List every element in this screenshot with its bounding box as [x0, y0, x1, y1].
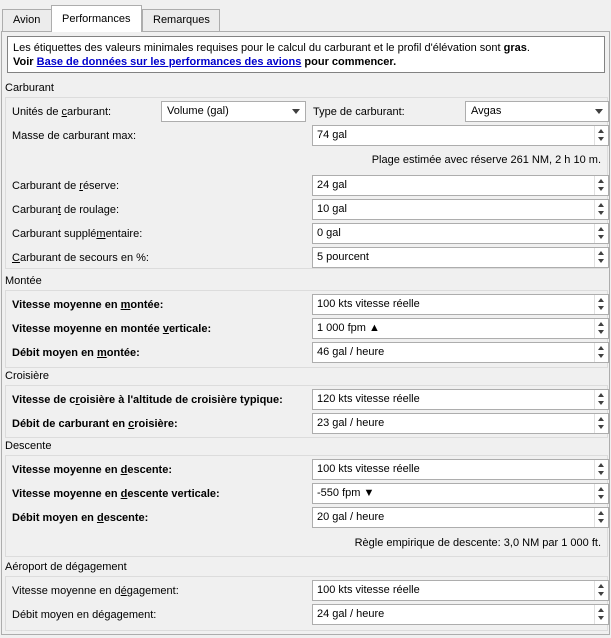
- spin-down-icon: [598, 211, 604, 215]
- tab-remarques[interactable]: [142, 9, 220, 31]
- spin-down-icon: [598, 187, 604, 191]
- spin-buttons[interactable]: [594, 414, 608, 433]
- spin-down-icon: [598, 330, 604, 334]
- spin-buttons[interactable]: [594, 319, 608, 338]
- group-degagement: [5, 576, 608, 631]
- descent-vspeed-spinbox[interactable]: -550 fpm ▼: [312, 483, 609, 504]
- group-carburant: [5, 97, 608, 269]
- spin-buttons[interactable]: [594, 248, 608, 267]
- extra-fuel-spinbox[interactable]: 0 gal: [312, 223, 609, 244]
- spin-up-icon: [598, 584, 604, 588]
- tab-performances[interactable]: [51, 5, 142, 32]
- spin-buttons[interactable]: [594, 508, 608, 527]
- section-title-carburant: Carburant: [5, 82, 54, 94]
- taxi-fuel-label: Carburant de roulage:: [12, 204, 120, 216]
- spin-buttons[interactable]: [594, 460, 608, 479]
- tab-bar: [0, 0, 611, 30]
- spin-buttons[interactable]: [594, 200, 608, 219]
- extra-fuel-label: Carburant supplémentaire:: [12, 228, 143, 240]
- descent-flow-label: Débit moyen en descente:: [12, 512, 149, 524]
- contingency-fuel-spinbox[interactable]: 5 pourcent: [312, 247, 609, 268]
- performance-database-link[interactable]: Base de données sur les performances des avions: [36, 56, 302, 68]
- spin-up-icon: [598, 417, 604, 421]
- fuel-type-select[interactable]: Avgas: [465, 101, 609, 122]
- spin-up-icon: [598, 251, 604, 255]
- climb-vspeed-spinbox[interactable]: 1 000 fpm ▲: [312, 318, 609, 339]
- max-fuel-label: Masse de carburant max:: [12, 130, 137, 142]
- cruise-flow-label: Débit de carburant en croisière:: [12, 418, 178, 430]
- spin-down-icon: [598, 401, 604, 405]
- cruise-flow-spinbox[interactable]: 23 gal / heure: [312, 413, 609, 434]
- range-estimate-note: Plage estimée avec réserve 261 NM, 2 h 10 m.: [371, 154, 601, 166]
- chevron-down-icon: [595, 109, 603, 114]
- spin-down-icon: [598, 259, 604, 263]
- alternate-speed-label: Vitesse moyenne en dégagement:: [12, 585, 179, 597]
- spin-buttons[interactable]: [594, 581, 608, 600]
- spin-down-icon: [598, 471, 604, 475]
- cruise-speed-label: Vitesse de croisière à l'altitude de croisière typique:: [12, 394, 283, 406]
- spin-up-icon: [598, 346, 604, 350]
- info-box: [7, 36, 605, 73]
- spin-up-icon: [598, 511, 604, 515]
- climb-speed-spinbox[interactable]: 100 kts vitesse réelle: [312, 294, 609, 315]
- spin-buttons[interactable]: [594, 605, 608, 624]
- group-descente: [5, 455, 608, 557]
- spin-down-icon: [598, 354, 604, 358]
- descent-vspeed-label: Vitesse moyenne en descente verticale:: [12, 488, 220, 500]
- spin-down-icon: [598, 592, 604, 596]
- fuel-units-select[interactable]: Volume (gal): [161, 101, 306, 122]
- spin-up-icon: [598, 227, 604, 231]
- spin-up-icon: [598, 129, 604, 133]
- spin-up-icon: [598, 463, 604, 467]
- group-croisiere: [5, 385, 608, 438]
- spin-buttons[interactable]: [594, 176, 608, 195]
- descent-flow-spinbox[interactable]: 20 gal / heure: [312, 507, 609, 528]
- chevron-down-icon: [292, 109, 300, 114]
- taxi-fuel-spinbox[interactable]: 10 gal: [312, 199, 609, 220]
- contingency-fuel-label: Carburant de secours en %:: [12, 252, 149, 264]
- tab-avion[interactable]: [2, 9, 52, 31]
- spin-down-icon: [598, 425, 604, 429]
- section-title-montee: Montée: [5, 275, 42, 287]
- fuel-type-label: Type de carburant:: [313, 106, 405, 118]
- section-title-croisiere: Croisière: [5, 370, 50, 382]
- spin-buttons[interactable]: [594, 484, 608, 503]
- spin-up-icon: [598, 322, 604, 326]
- cruise-speed-spinbox[interactable]: 120 kts vitesse réelle: [312, 389, 609, 410]
- alternate-speed-spinbox[interactable]: 100 kts vitesse réelle: [312, 580, 609, 601]
- section-title-descente: Descente: [5, 440, 52, 452]
- reserve-fuel-label: Carburant de réserve:: [12, 180, 120, 192]
- climb-flow-spinbox[interactable]: 46 gal / heure: [312, 342, 609, 363]
- info-line-2: Voir Base de données sur les performances des avions pour commencer.: [13, 56, 397, 68]
- climb-flow-label: Débit moyen en montée:: [12, 347, 140, 359]
- reserve-fuel-spinbox[interactable]: 24 gal: [312, 175, 609, 196]
- spin-buttons[interactable]: [594, 295, 608, 314]
- alternate-flow-label: Débit moyen en dégagement:: [12, 609, 157, 621]
- spin-up-icon: [598, 203, 604, 207]
- spin-buttons[interactable]: [594, 343, 608, 362]
- climb-speed-label: Vitesse moyenne en montée:: [12, 299, 164, 311]
- spin-buttons[interactable]: [594, 390, 608, 409]
- descent-rule-note: Règle empirique de descente: 3,0 NM par 1 000 ft.: [354, 537, 601, 549]
- info-line-1: Les étiquettes des valeurs minimales requises pour le calcul du carburant et le profil d'élévation sont gras.: [13, 42, 530, 54]
- climb-vspeed-label: Vitesse moyenne en montée verticale:: [12, 323, 212, 335]
- descent-speed-spinbox[interactable]: 100 kts vitesse réelle: [312, 459, 609, 480]
- spin-down-icon: [598, 137, 604, 141]
- spin-down-icon: [598, 306, 604, 310]
- spin-up-icon: [598, 298, 604, 302]
- spin-up-icon: [598, 608, 604, 612]
- descent-speed-label: Vitesse moyenne en descente:: [12, 464, 172, 476]
- group-montee: [5, 290, 608, 368]
- spin-up-icon: [598, 179, 604, 183]
- spin-down-icon: [598, 519, 604, 523]
- spin-up-icon: [598, 487, 604, 491]
- section-title-degagement: Aéroport de dégagement: [5, 561, 127, 573]
- fuel-units-label: Unités de carburant:: [12, 106, 112, 118]
- performances-panel: [1, 31, 610, 635]
- tab-label: Performances: [62, 13, 131, 25]
- spin-up-icon: [598, 393, 604, 397]
- spin-down-icon: [598, 616, 604, 620]
- spin-buttons[interactable]: [594, 126, 608, 145]
- spin-buttons[interactable]: [594, 224, 608, 243]
- alternate-flow-spinbox[interactable]: 24 gal / heure: [312, 604, 609, 625]
- spin-down-icon: [598, 495, 604, 499]
- tab-label: Avion: [13, 14, 41, 26]
- tab-label: Remarques: [153, 14, 210, 26]
- max-fuel-spinbox[interactable]: 74 gal: [312, 125, 609, 146]
- spin-down-icon: [598, 235, 604, 239]
